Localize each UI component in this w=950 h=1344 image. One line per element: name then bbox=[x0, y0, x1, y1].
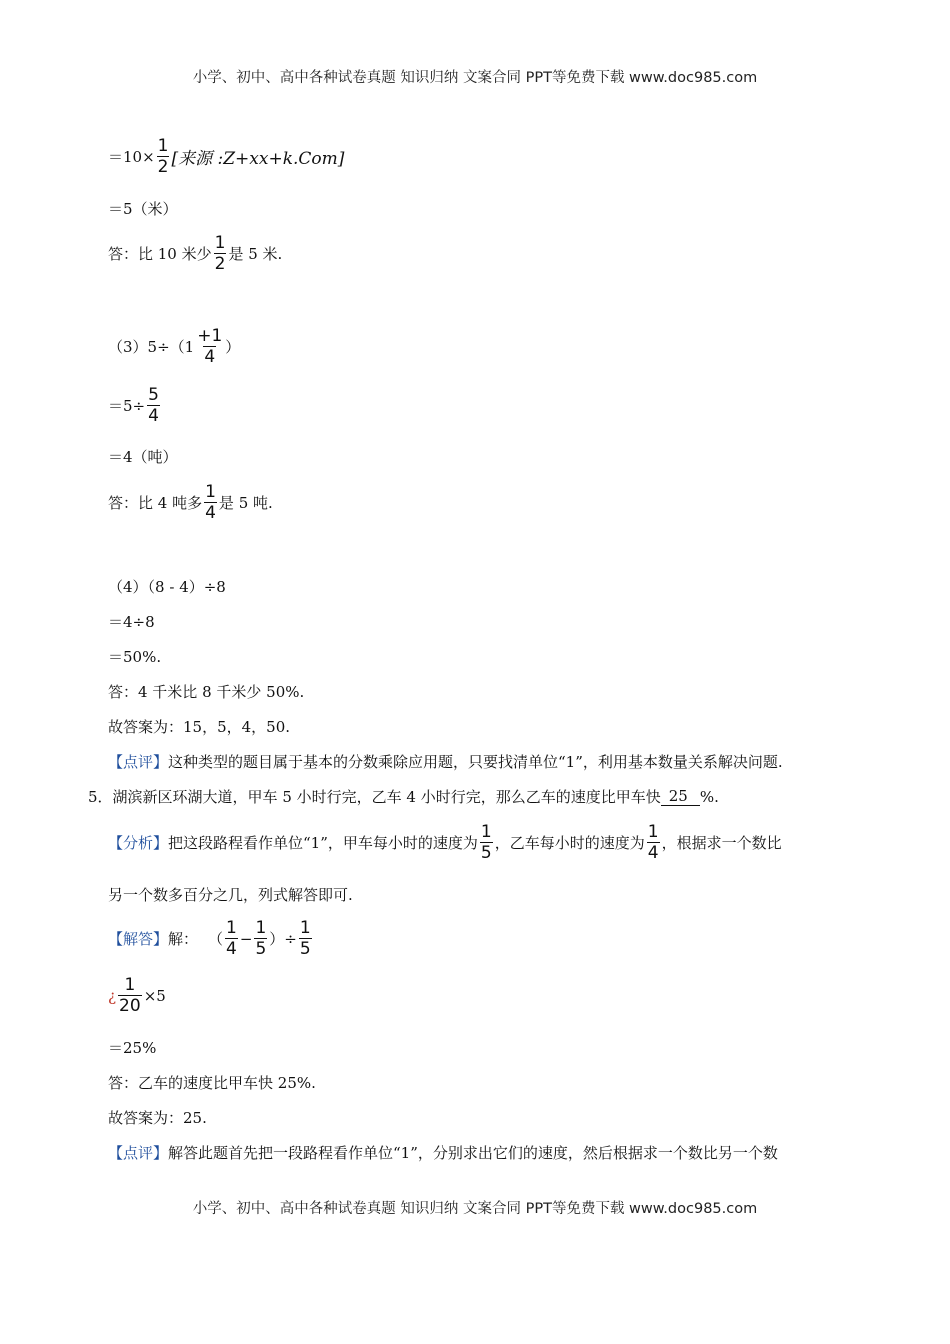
fraction: $\frac{1}{4}$ bbox=[205, 482, 216, 523]
fraction: $\frac{1}{5}$ bbox=[299, 918, 311, 959]
step-line: ＝4（吨） bbox=[108, 448, 178, 466]
analysis-line: 【分析】 把这段路程看作单位“1”，甲车每小时的速度为 $\frac{1}{5}$ ，乙车每小时的速度为 $\frac{1}{4}$ ，根据求一个数比 bbox=[108, 822, 782, 863]
step-line: ＝25% bbox=[108, 1039, 157, 1057]
analysis-tag: 【分析】 bbox=[108, 834, 169, 852]
page-header: 小学、初中、高中各种试卷真题 知识归纳 文案合同 PPT等免费下载 www.doc985.com bbox=[192, 70, 758, 86]
expression-text: ＝10× bbox=[108, 148, 155, 166]
fraction: $\frac{1}{20}$ bbox=[119, 975, 141, 1016]
solution-tag: 【解答】 bbox=[108, 930, 169, 948]
answer-blank: 25 bbox=[661, 787, 700, 806]
step-line: ＝5÷ $\frac{5}{4}$ bbox=[108, 385, 159, 426]
step-line: ＝4÷8 bbox=[108, 613, 155, 631]
final-answer: 故答案为：25. bbox=[108, 1109, 207, 1127]
fraction: $\frac{1}{4}$ bbox=[647, 822, 659, 863]
solution-line: 【解答】 解： （ $\frac{1}{4}$ − $\frac{1}{5}$ ）÷ $\frac{1}{5}$ bbox=[108, 918, 311, 959]
step-line: ＝5（米） bbox=[108, 200, 178, 218]
fraction: $\frac{5}{4}$ bbox=[148, 385, 159, 426]
review-line: 【点评】 这种类型的题目属于基本的分数乘除应用题，只要找清单位“1”，利用基本数量关系解决问题. bbox=[108, 753, 783, 771]
fraction: $\frac{1}{2}$ bbox=[214, 233, 226, 274]
question-line: （4）（8 - 4）÷8 bbox=[108, 578, 226, 596]
fraction: $\frac{+1}{4}$ bbox=[197, 326, 223, 367]
answer-line: 答：4 千米比 8 千米少 50%. bbox=[108, 683, 305, 701]
page-footer: 小学、初中、高中各种试卷真题 知识归纳 文案合同 PPT等免费下载 www.doc985.com bbox=[192, 1201, 758, 1217]
review-tag: 【点评】 bbox=[108, 1144, 169, 1162]
final-answer: 故答案为：15，5，4，50. bbox=[108, 718, 291, 736]
step-line: ¿ $\frac{1}{20}$ ×5 bbox=[108, 975, 166, 1016]
fraction: $\frac{1}{5}$ bbox=[255, 918, 267, 959]
fraction: $\frac{1}{4}$ bbox=[226, 918, 237, 959]
fraction: $\frac{1}{5}$ bbox=[480, 822, 492, 863]
review-line: 【点评】 解答此题首先把一段路程看作单位“1”，分别求出它们的速度，然后根据求一个数比另一个数 bbox=[108, 1144, 778, 1162]
source-watermark: [来源 :Z+xx+k.Com] bbox=[171, 149, 345, 169]
glitch-mark: ¿ bbox=[108, 986, 117, 1005]
step-line bbox=[108, 136, 344, 177]
fraction: $\frac{1}{2}$ bbox=[157, 136, 169, 177]
review-tag: 【点评】 bbox=[108, 753, 169, 771]
analysis-line: 另一个数多百分之几，列式解答即可. bbox=[108, 886, 353, 904]
question-5: 5．湖滨新区环湖大道，甲车 5 小时行完，乙车 4 小时行完，那么乙车的速度比甲车快 25 %. bbox=[88, 787, 719, 806]
step-line: ＝50%. bbox=[108, 648, 162, 666]
question-line: （3）5÷（1 $\frac{+1}{4}$ ） bbox=[108, 326, 241, 367]
answer-line: 答：比 4 吨多 $\frac{1}{4}$ 是 5 吨. bbox=[108, 482, 273, 523]
answer-line: 答：乙车的速度比甲车快 25%. bbox=[108, 1074, 316, 1092]
answer-line: 答：比 10 米少 $\frac{1}{2}$ 是 5 米. bbox=[108, 233, 283, 274]
